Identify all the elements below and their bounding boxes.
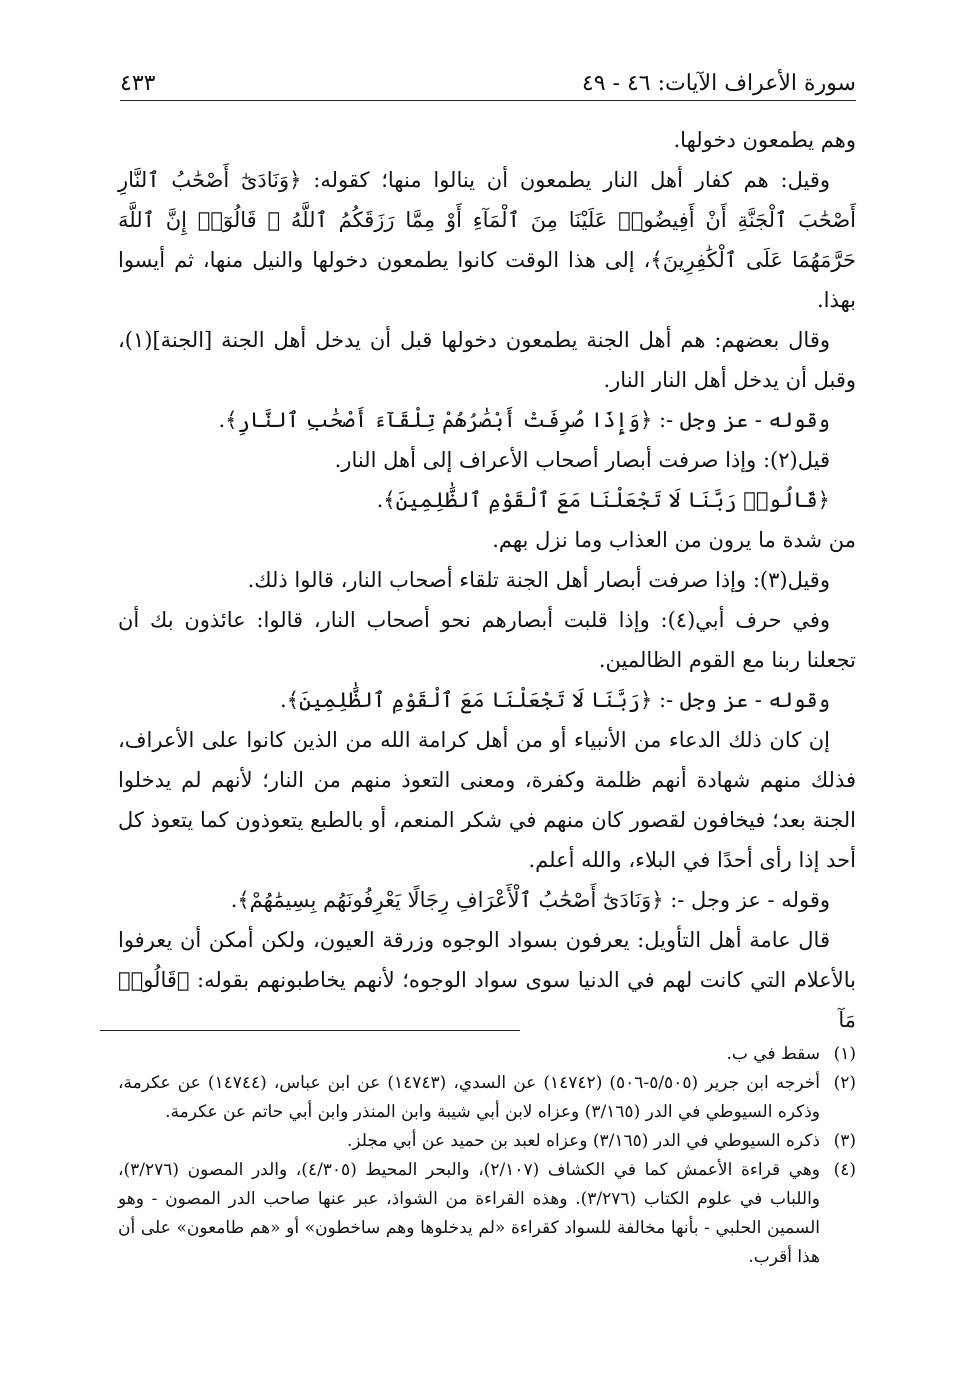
footnote-number: (٤) [833, 1160, 856, 1180]
footnote-text: وهي قراءة الأعمش كما في الكشاف (٢/١٠٧)، والبحر المحيط (٤/٣٠٥)، والدر المصون (٣/٢٧٦)، واللباب في علوم الكتاب (٣/٢٧٦). وهذه القراءة من الشواذ، عبر عنها صاحب الدر المصون - وهو السمين الحلبي - بأنها مخالفة للسواد كقراءة «لم يدخلوها وهم ساخطون» أو «هم طامعون» على أن هذا أقرب. [118, 1160, 821, 1267]
paragraph: وقيل: هم كفار أهل النار يطمعون أن ينالوا منها؛ كقوله: ﴿وَنَادَىٰٓ أَصْحَٰبُ ٱلنَّارِ أَصْحَٰبَ ٱلْجَنَّةِ أَنْ أَفِيضُوا۟ عَلَيْنَا مِنَ ٱلْمَآءِ أَوْ مِمَّا رَزَقَكُمُ ٱللَّهُ ۚ قَالُوٓا۟ إِنَّ ٱللَّهَ حَرَّمَهُمَا عَلَى ٱلْكَٰفِرِينَ﴾، إلى هذا الوقت كانوا يطمعون دخولها والنيل منها، ثم أيسوا بهذا. [118, 168, 856, 312]
paragraph: وقوله - عز وجل -: ﴿وَإِذَا صُرِفَتْ أَبْصَٰرُهُمْ تِلْقَآءَ أَصْحَٰبِ ٱلنَّارِ﴾. [218, 408, 830, 432]
page-header [120, 56, 856, 101]
running-title: سورة الأعراف الآيات: ٤٦ - ٤٩ [581, 71, 856, 96]
footnote-text: ذكره السيوطي في الدر (٣/١٦٥) وعزاه لعبد بن حميد عن أبي مجلز. [346, 1131, 820, 1151]
paragraph: وقوله - عز وجل -: ﴿رَبَّنَا لَا تَجْعَلْنَا مَعَ ٱلْقَوْمِ ٱلظَّٰلِمِينَ﴾. [280, 688, 830, 712]
paragraph: قيل(٢): وإذا صرفت أبصار أصحاب الأعراف إلى أهل النار. [334, 448, 830, 472]
footnote-text: أخرجه ابن جرير (٥/٥٠٥-٥٠٦) (١٤٧٤٢) عن السدي، (١٤٧٤٣) عن ابن عباس، (١٤٧٤٤) عن عكرمة، وذكره السيوطي في الدر (٣/١٦٥) وعزاه لابن أبي شيبة وابن المنذر وابن أبي حاتم عن عكرمة. [118, 1073, 820, 1122]
paragraph: وفي حرف أبي(٤): وإذا قلبت أبصارهم نحو أصحاب النار، قالوا: عائذون بك أن تجعلنا ربنا مع القوم الظالمين. [118, 608, 856, 672]
footnote-number: (٢) [833, 1073, 856, 1093]
paragraph: وقيل(٣): وإذا صرفت أبصار أهل الجنة تلقاء أصحاب النار، قالوا ذلك. [247, 568, 830, 592]
paragraph: قال عامة أهل التأويل: يعرفون بسواد الوجوه وزرقة العيون، ولكن أمكن أن يعرفوا بالأعلام التي كانت لهم في الدنيا سوى سواد الوجوه؛ لأنهم يخاطبونهم بقوله: ﴿قَالُوا۟ مَآ [118, 928, 856, 1032]
paragraph: إن كان ذلك الدعاء من الأنبياء أو من أهل كرامة الله من الذين كانوا على الأعراف، فذلك منهم شهادة أنهم ظلمة وكفرة، ومعنى التعوذ منهم من النار؛ لأنهم لم يدخلوا الجنة بعد؛ فيخافون لقصور كان منهم في شكر المنعم، أو بالطبع يتعوذون كما يتعوذ كل أحد إذا رأى أحدًا في البلاء، والله أعلم. [118, 728, 856, 872]
main-text [118, 120, 856, 1040]
footnote-number: (٣) [833, 1131, 856, 1151]
page-number: ٤٣٣ [120, 71, 156, 96]
footnote [118, 1040, 856, 1069]
footnote-text: سقط في ب. [726, 1044, 820, 1064]
footnote [118, 1156, 856, 1272]
paragraph: وقوله - عز وجل -: ﴿وَنَادَىٰٓ أَصْحَٰبُ ٱلْأَعْرَافِ رِجَالًا يَعْرِفُونَهُم بِسِيمَٰهُمْ﴾. [230, 888, 830, 912]
paragraph: من شدة ما يرون من العذاب وما نزل بهم. [492, 528, 856, 552]
footnotes [118, 1040, 856, 1272]
paragraph: وهم يطمعون دخولها. [673, 128, 856, 152]
paragraph: وقال بعضهم: هم أهل الجنة يطمعون دخولها قبل أن يدخل أهل الجنة [الجنة](١)، وقبل أن يدخل أهل النار النار. [118, 328, 856, 392]
paragraph: ﴿قَالُوا۟ رَبَّنَا لَا تَجْعَلْنَا مَعَ ٱلْقَوْمِ ٱلظَّٰلِمِينَ﴾. [376, 488, 830, 512]
footnote [118, 1127, 856, 1156]
footnote-number: (١) [833, 1044, 856, 1064]
footnote-separator [100, 1030, 520, 1031]
footnote [118, 1069, 856, 1127]
